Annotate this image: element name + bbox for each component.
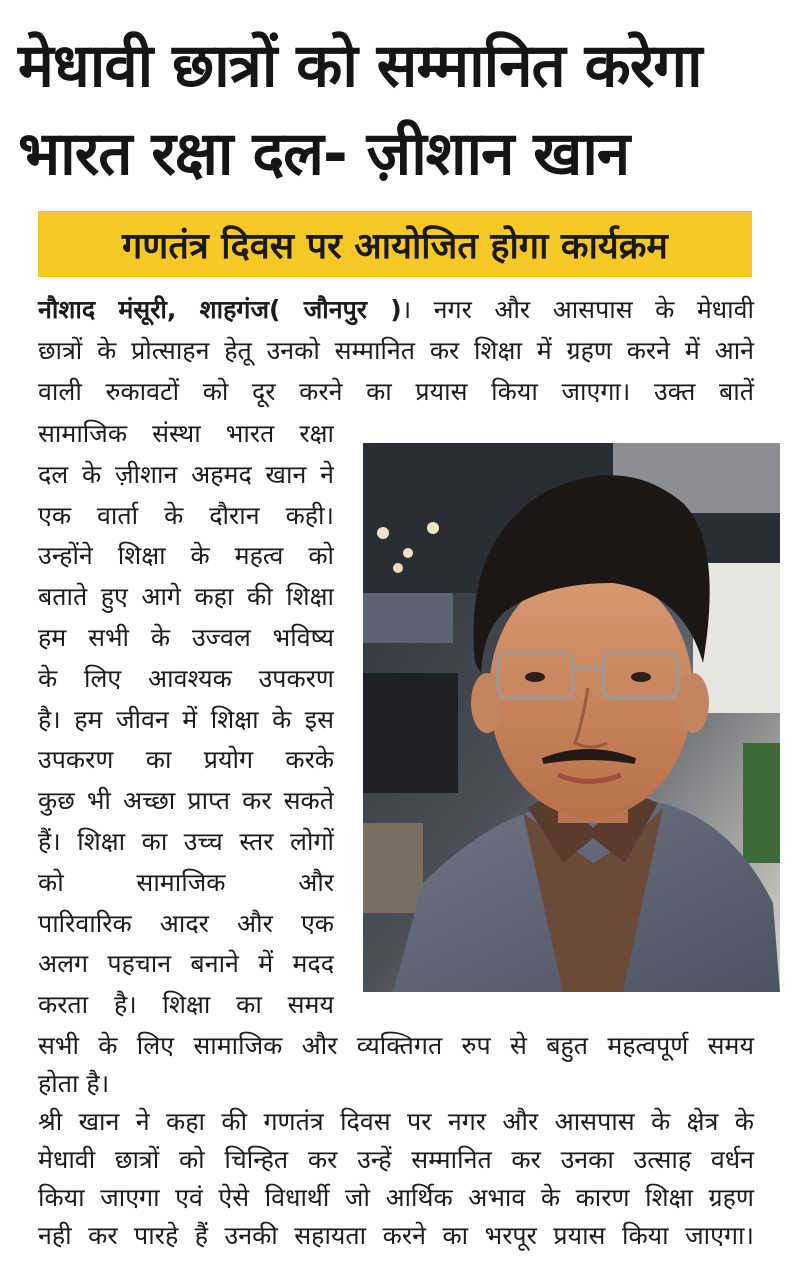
intro-line-1: [38, 290, 754, 330]
page-top-margin: [0, 0, 796, 14]
column-line: एक वार्ता के दौरान कही।: [38, 500, 334, 530]
headline-line-1: मेधावी छात्रों को सम्मानित करेगा: [18, 31, 702, 101]
column-line: उपकरण का प्रयोग करके: [38, 745, 334, 775]
bottom-line-5: किया जाएगा एवं ऐसे विधार्थी जो आर्थिक अभाव के कारण शिक्षा ग्रहण: [38, 1183, 754, 1212]
intro-line-2: छात्रों के प्रोत्साहन हेतू उनको सम्मानित कर शिक्षा में ग्रहण करने में आने: [38, 336, 754, 365]
column-line: उन्होंने शिक्षा के महत्व को: [38, 541, 334, 571]
column-line: बताते हुए आगे कहा की शिक्षा: [38, 582, 334, 612]
column-line: पारिवारिक आदर और एक: [38, 908, 334, 938]
headline-line-2: भारत रक्षा दल- ज़ीशान खान: [18, 119, 630, 189]
column-line: हैं। शिक्षा का उच्च स्तर लोगों: [38, 826, 334, 856]
column-line: के लिए आवश्यक उपकरण: [38, 663, 334, 693]
bottom-line-2: होता है।: [38, 1069, 110, 1098]
subheadline-text: गणतंत्र दिवस पर आयोजित होगा कार्यक्रम: [122, 225, 668, 267]
article-narrow-column: [38, 414, 334, 1026]
portrait-illustration: [363, 443, 780, 992]
bottom-line-3: श्री खान ने कहा की गणतंत्र दिवस पर नगर और आसपास के क्षेत्र के: [38, 1107, 754, 1136]
bottom-line-4: मेधावी छात्रों को चिन्हित कर उन्हें सम्मानित कर उनका उत्साह वर्धन: [38, 1145, 754, 1174]
column-line: है। हम जीवन में शिक्षा के इस: [38, 704, 334, 734]
subheadline-banner: [38, 211, 752, 277]
column-line: को सामाजिक और: [38, 867, 334, 897]
bottom-line-1: सभी के लिए सामाजिक और व्यक्तिगत रुप से बहुत महत्वपूर्ण समय: [38, 1031, 754, 1060]
byline: नौशाद मंसूरी, शाहगंज( जौनपुर ): [38, 295, 402, 324]
portrait-photo: [363, 443, 780, 992]
bottom-line-6: नही कर पारहे हैं उनकी सहायता करने का भरपूर प्रयास किया जाएगा।: [38, 1221, 754, 1250]
intro-line-3: वाली रुकावटों को दूर करने का प्रयास किया जाएगा। उक्त बातें: [38, 377, 754, 406]
column-line: दल के ज़ीशान अहमद खान ने: [38, 459, 334, 489]
column-line: कुछ भी अच्छा प्राप्त कर सकते: [38, 786, 334, 816]
intro-line-1-text: । नगर और आसपास के मेधावी: [401, 295, 755, 324]
column-line: सामाजिक संस्था भारत रक्षा: [38, 419, 334, 448]
column-line: अलग पहचान बनाने में मदद: [38, 949, 334, 979]
column-line: हम सभी के उज्वल भविष्य: [38, 622, 334, 652]
column-line: करता है। शिक्षा का समय: [38, 990, 334, 1020]
